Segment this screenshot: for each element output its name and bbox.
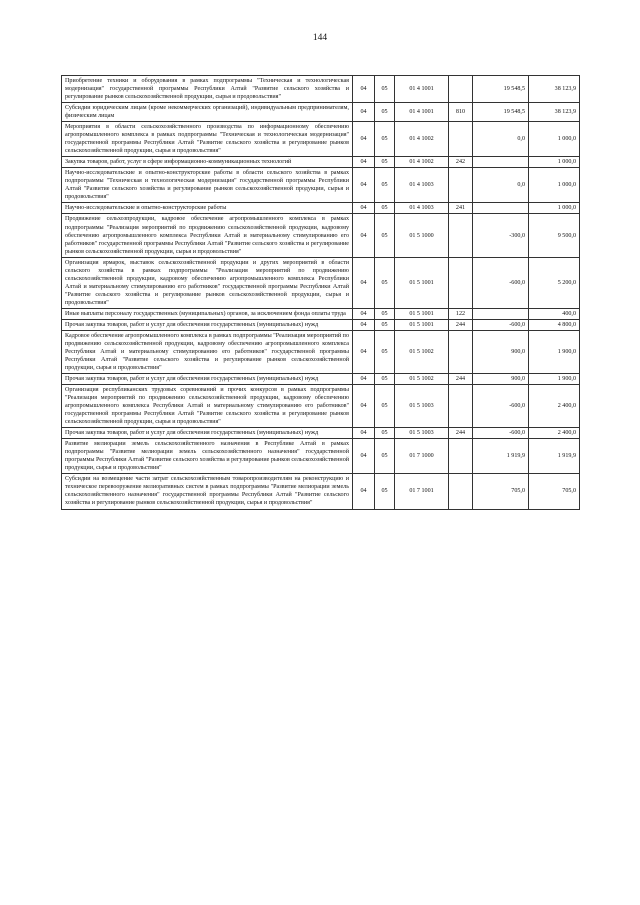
table-row [62, 330, 580, 373]
amount-change: -300,0 [473, 214, 529, 257]
amount-change: 0,0 [473, 122, 529, 157]
amount-change: 900,0 [473, 330, 529, 373]
table-row [62, 214, 580, 257]
section-code: 04 [353, 319, 375, 330]
target-article-code: 01 4 1002 [395, 122, 449, 157]
table-row [62, 319, 580, 330]
section-code: 04 [353, 385, 375, 428]
table-body [62, 76, 580, 510]
amount-change [473, 203, 529, 214]
row-description: Приобретение техники и оборудования в рамках подпрограммы "Техническая и технологическая модернизация" государственной программы Республики Алтай "Развитие сельского хозяйства и регулирование рынков сельскохозяйственной продукции, сырья и продовольствия" [62, 76, 353, 103]
amount-change: 705,0 [473, 474, 529, 509]
expense-type-code: 810 [449, 103, 473, 122]
subsection-code: 05 [375, 214, 395, 257]
subsection-code: 05 [375, 122, 395, 157]
subsection-code: 05 [375, 385, 395, 428]
target-article-code: 01 5 1000 [395, 214, 449, 257]
target-article-code: 01 4 1002 [395, 157, 449, 168]
amount-change: -600,0 [473, 385, 529, 428]
page-number: 144 [312, 33, 328, 43]
amount-total: 38 123,9 [529, 76, 580, 103]
expense-type-code [449, 122, 473, 157]
amount-total: 705,0 [529, 474, 580, 509]
expense-type-code [449, 257, 473, 308]
subsection-code: 05 [375, 103, 395, 122]
subsection-code: 05 [375, 474, 395, 509]
section-code: 04 [353, 374, 375, 385]
target-article-code: 01 7 1000 [395, 439, 449, 474]
table-row [62, 76, 580, 103]
row-description: Прочая закупка товаров, работ и услуг для обеспечения государственных (муниципальных) нужд [62, 374, 353, 385]
row-description: Закупка товаров, работ, услуг в сфере информационно-коммуникационных технологий [62, 157, 353, 168]
subsection-code: 05 [375, 330, 395, 373]
table-row [62, 385, 580, 428]
row-description: Субсидии юридическим лицам (кроме некоммерческих организаций), индивидуальным предпринимателям, физическим лицам [62, 103, 353, 122]
row-description: Продвижение сельхозпродукции, кадровое обеспечение агропромышленного комплекса в рамках подпрограммы "Реализация мероприятий по продвижению сельскохозяйственной продукции, кадровому обеспечению агропромышленного комплекса Республики Алтай и материальному стимулированию его работников" государственной программы Республики Алтай "Развитие сельского хозяйства и регулирование рынков сельскохозяйственной продукции, сырья и продовольствия" [62, 214, 353, 257]
subsection-code: 05 [375, 374, 395, 385]
table-row [62, 374, 580, 385]
subsection-code: 05 [375, 203, 395, 214]
section-code: 04 [353, 122, 375, 157]
subsection-code: 05 [375, 76, 395, 103]
target-article-code: 01 4 1003 [395, 168, 449, 203]
expense-type-code [449, 439, 473, 474]
section-code: 04 [353, 157, 375, 168]
amount-total: 9 500,0 [529, 214, 580, 257]
target-article-code: 01 4 1001 [395, 76, 449, 103]
target-article-code: 01 5 1001 [395, 308, 449, 319]
subsection-code: 05 [375, 168, 395, 203]
amount-total: 1 900,0 [529, 330, 580, 373]
amount-change: 0,0 [473, 168, 529, 203]
row-description: Мероприятия в области сельскохозяйственного производства по информационному обеспечению агропромышленного комплекса в рамках подпрограммы "Техническая и технологическая модернизация" государственной программы Республики Алтай "Развитие сельского хозяйства и регулирование рынков сельскохозяйственной продукции, сырья и продовольствия" [62, 122, 353, 157]
expense-type-code: 122 [449, 308, 473, 319]
section-code: 04 [353, 474, 375, 509]
expense-type-code: 244 [449, 428, 473, 439]
row-description: Субсидии на возмещение части затрат сельскохозяйственным товаропроизводителям на реконструкцию и техническое перевооружение мелиоративных систем в рамках подпрограммы "Развитие мелиорации земель сельскохозяйственного назначения" государственной программы Республики Алтай "Развитие сельского хозяйства и регулирование рынков сельскохозяйственной продукции, сырья и продовольствия" [62, 474, 353, 509]
section-code: 04 [353, 168, 375, 203]
target-article-code: 01 4 1003 [395, 203, 449, 214]
subsection-code: 05 [375, 308, 395, 319]
target-article-code: 01 4 1001 [395, 103, 449, 122]
table-row [62, 103, 580, 122]
target-article-code: 01 7 1001 [395, 474, 449, 509]
subsection-code: 05 [375, 428, 395, 439]
section-code: 04 [353, 428, 375, 439]
amount-change: 19 548,5 [473, 103, 529, 122]
target-article-code: 01 5 1003 [395, 428, 449, 439]
subsection-code: 05 [375, 157, 395, 168]
expense-type-code [449, 168, 473, 203]
amount-total: 2 400,0 [529, 385, 580, 428]
amount-total: 38 123,9 [529, 103, 580, 122]
amount-total: 1 000,0 [529, 203, 580, 214]
amount-total: 1 000,0 [529, 168, 580, 203]
amount-total: 1 900,0 [529, 374, 580, 385]
amount-change: 1 919,9 [473, 439, 529, 474]
table-row [62, 203, 580, 214]
row-description: Организация республиканских трудовых соревнований и прочих конкурсов в рамках подпрограммы "Реализация мероприятий по продвижению сельскохозяйственной продукции, кадровому обеспечению агропромышленного комплекса Республики Алтай и материальному стимулированию его работников" государственной программы Республики Алтай "Развитие сельского хозяйства и регулирование рынков сельскохозяйственной продукции, сырья и продовольствия" [62, 385, 353, 428]
row-description: Научно-исследовательские и опытно-конструкторские работы в области сельского хозяйства в рамках подпрограммы "Техническая и технологическая модернизация" государственной программы Республики Алтай "Развитие сельского хозяйства и регулирование рынков сельскохозяйственной продукции, сырья и продовольствия" [62, 168, 353, 203]
amount-change [473, 157, 529, 168]
amount-change: -600,0 [473, 428, 529, 439]
target-article-code: 01 5 1002 [395, 374, 449, 385]
subsection-code: 05 [375, 319, 395, 330]
section-code: 04 [353, 214, 375, 257]
expense-type-code: 244 [449, 319, 473, 330]
row-description: Научно-исследовательские и опытно-конструкторские работы [62, 203, 353, 214]
row-description: Кадровое обеспечение агропромышленного комплекса в рамках подпрограммы "Реализация мероприятий по продвижению сельскохозяйственной продукции, кадровому обеспечению агропромышленного комплекса Республики Алтай и материальному стимулированию его работников" государственной программы Республики Алтай "Развитие сельского хозяйства и регулирование рынков сельскохозяйственной продукции, сырья и продовольствия" [62, 330, 353, 373]
amount-total: 5 200,0 [529, 257, 580, 308]
table-row [62, 474, 580, 509]
expense-type-code [449, 76, 473, 103]
expense-type-code [449, 474, 473, 509]
amount-change: -600,0 [473, 319, 529, 330]
expense-type-code [449, 214, 473, 257]
section-code: 04 [353, 439, 375, 474]
section-code: 04 [353, 103, 375, 122]
target-article-code: 01 5 1002 [395, 330, 449, 373]
section-code: 04 [353, 203, 375, 214]
budget-table [61, 75, 580, 510]
amount-total: 1 919,9 [529, 439, 580, 474]
amount-total: 400,0 [529, 308, 580, 319]
row-description: Иные выплаты персоналу государственных (муниципальных) органов, за исключением фонда оплаты труда [62, 308, 353, 319]
amount-change: -600,0 [473, 257, 529, 308]
table-row [62, 439, 580, 474]
section-code: 04 [353, 308, 375, 319]
row-description: Развитие мелиорации земель сельскохозяйственного назначения в Республике Алтай в рамках подпрограммы "Развитие мелиорации земель сельскохозяйственного назначения" государственной программы Республики Алтай "Развитие сельского хозяйства и регулирование рынков сельскохозяйственной продукции, сырья и продовольствия" [62, 439, 353, 474]
amount-change: 900,0 [473, 374, 529, 385]
target-article-code: 01 5 1001 [395, 319, 449, 330]
amount-total: 1 000,0 [529, 157, 580, 168]
table-row [62, 168, 580, 203]
amount-total: 2 400,0 [529, 428, 580, 439]
row-description: Прочая закупка товаров, работ и услуг для обеспечения государственных (муниципальных) нужд [62, 428, 353, 439]
section-code: 04 [353, 257, 375, 308]
table-row [62, 257, 580, 308]
expense-type-code: 241 [449, 203, 473, 214]
amount-total: 1 000,0 [529, 122, 580, 157]
table-row [62, 428, 580, 439]
expense-type-code [449, 385, 473, 428]
expense-type-code: 242 [449, 157, 473, 168]
section-code: 04 [353, 76, 375, 103]
table-row [62, 122, 580, 157]
amount-total: 4 800,0 [529, 319, 580, 330]
section-code: 04 [353, 330, 375, 373]
subsection-code: 05 [375, 257, 395, 308]
target-article-code: 01 5 1003 [395, 385, 449, 428]
table-row [62, 157, 580, 168]
amount-change [473, 308, 529, 319]
target-article-code: 01 5 1001 [395, 257, 449, 308]
amount-change: 19 548,5 [473, 76, 529, 103]
table-row [62, 308, 580, 319]
row-description: Организация ярмарок, выставок сельскохозяйственной продукции и других мероприятий в области сельского хозяйства в рамках подпрограммы "Реализация мероприятий по продвижению сельскохозяйственной продукции, кадровому обеспечению агропромышленного комплекса Республики Алтай и материальному стимулированию его работников" государственной программы Республики Алтай "Развитие сельского хозяйства и регулирование рынков сельскохозяйственной продукции, сырья и продовольствия" [62, 257, 353, 308]
subsection-code: 05 [375, 439, 395, 474]
row-description: Прочая закупка товаров, работ и услуг для обеспечения государственных (муниципальных) нужд [62, 319, 353, 330]
expense-type-code: 244 [449, 374, 473, 385]
expense-type-code [449, 330, 473, 373]
